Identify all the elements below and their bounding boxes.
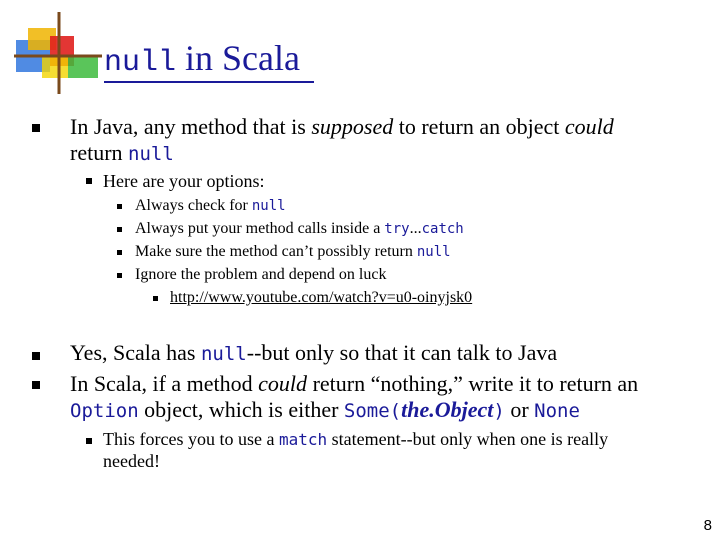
code: try <box>384 221 410 237</box>
bullet-java-null-line2 <box>70 139 174 168</box>
code: null <box>200 343 247 365</box>
option-ignore: Ignore the problem and depend on luck <box>135 266 387 283</box>
bullet-square-icon <box>117 273 122 278</box>
text: or <box>504 397 535 422</box>
text: --but only so that it can talk to Java <box>246 340 558 365</box>
text: Always check for <box>135 197 252 214</box>
code: match <box>278 430 328 449</box>
youtube-link[interactable]: http://www.youtube.com/watch?v=u0-oinyjsk0 <box>170 289 473 306</box>
bullet-square-icon <box>117 250 122 255</box>
bullet-scala-null <box>70 339 557 368</box>
page-number: 8 <box>703 517 712 534</box>
text: object, which is either <box>138 397 344 422</box>
code: Some( <box>343 400 402 422</box>
code-object: the.Object <box>401 397 494 422</box>
option-never-null <box>135 240 451 264</box>
bullet-square-icon <box>117 204 122 209</box>
text: Make sure the method can’t possibly return <box>135 243 417 260</box>
code: null <box>416 244 451 260</box>
code: Option <box>70 400 139 422</box>
title-text: in Scala <box>185 38 300 78</box>
code: null <box>128 143 174 165</box>
subbullet-options: Here are your options: <box>103 171 265 191</box>
text: Always put your method calls inside a <box>135 220 385 237</box>
bullet-option-line2 <box>70 396 580 425</box>
code: None <box>534 400 580 422</box>
bullet-square-icon <box>32 352 40 360</box>
bullet-square-icon <box>86 438 92 444</box>
text: statement--but only when one is really <box>327 429 609 449</box>
title-code: null <box>104 46 177 80</box>
slide-title <box>104 36 300 85</box>
text: This forces you to use a <box>103 429 279 449</box>
text: ... <box>409 220 422 237</box>
subbullet-match-line1 <box>103 428 608 451</box>
code: null <box>251 198 286 214</box>
code: ) <box>493 400 505 422</box>
emphasis: supposed <box>311 114 394 139</box>
text: to return an object <box>393 114 565 139</box>
bullet-square-icon <box>86 178 92 184</box>
bullet-square-icon <box>153 296 158 301</box>
bullet-java-null-line1 <box>70 113 614 140</box>
text: In Scala, if a method <box>70 371 259 396</box>
text: In Java, any method that is <box>70 114 312 139</box>
option-check-null <box>135 194 286 218</box>
emphasis: could <box>564 114 614 139</box>
text: return <box>70 140 129 165</box>
bullet-square-icon <box>117 227 122 232</box>
bullet-square-icon <box>32 381 40 389</box>
subbullet-match-line2: needed! <box>103 451 160 471</box>
bullet-square-icon <box>32 124 40 132</box>
text: return “nothing,” write it to return an <box>307 371 639 396</box>
code: catch <box>421 221 464 237</box>
bullet-option-line1 <box>70 370 638 397</box>
slide-logo <box>12 10 104 96</box>
text: Yes, Scala has <box>70 340 201 365</box>
title-underline <box>104 81 314 83</box>
emphasis: could <box>258 371 308 396</box>
option-try-catch <box>135 217 464 241</box>
